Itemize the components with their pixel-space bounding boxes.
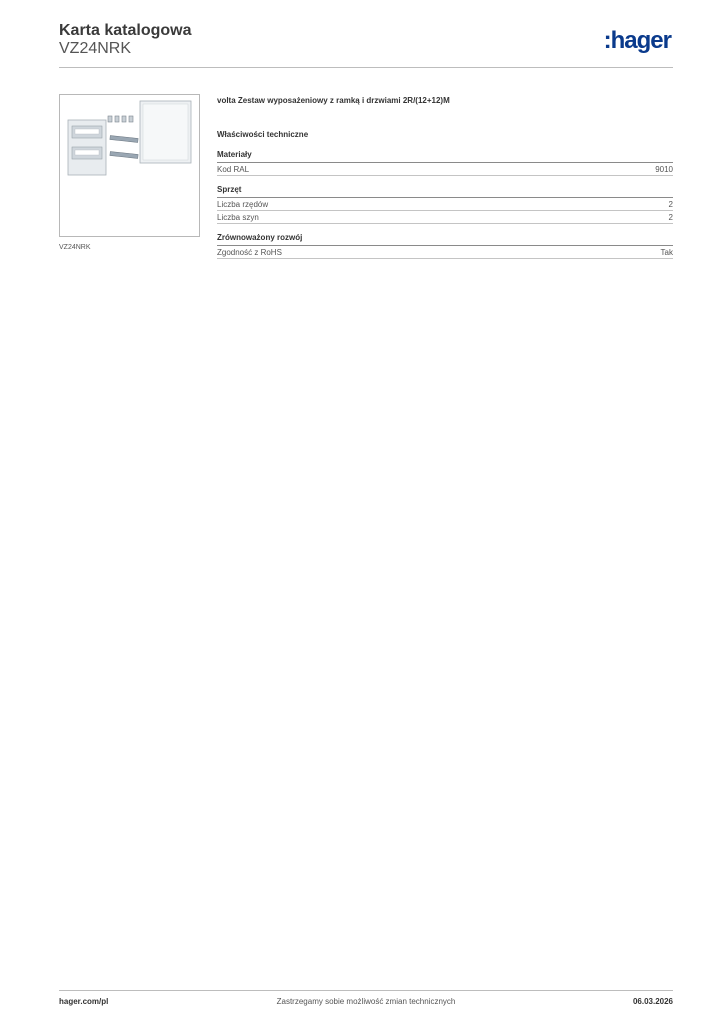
- product-image: [59, 94, 200, 237]
- spec-group-title: Zrównoważony rozwój: [217, 232, 673, 246]
- mounting-clips: [108, 116, 133, 122]
- spec-group-title: Sprzęt: [217, 184, 673, 198]
- spec-group-hardware: [217, 184, 673, 224]
- document-title: Karta katalogowa: [59, 22, 192, 39]
- header-divider: [59, 67, 673, 68]
- product-description: volta Zestaw wyposażeniowy z ramką i drzwiami 2R/(12+12)M: [217, 96, 450, 105]
- footer-note: Zastrzegamy sobie możliwość zmian technicznych: [276, 997, 456, 1006]
- footer-date: 06.03.2026: [632, 997, 673, 1006]
- spec-row: [217, 163, 673, 176]
- spec-label: Liczba rzędów: [217, 200, 269, 209]
- spec-label: Zgodność z RoHS: [217, 248, 282, 257]
- specs-title: Właściwości techniczne: [217, 130, 309, 139]
- spec-label: Liczba szyn: [217, 213, 259, 222]
- spec-group-materials: [217, 149, 673, 176]
- product-code: VZ24NRK: [59, 40, 132, 57]
- spec-row: [217, 198, 673, 211]
- spec-value: Tak: [660, 248, 673, 257]
- spec-group-title: Materiały: [217, 149, 673, 163]
- door-panel: [140, 101, 191, 163]
- frame-panel: [68, 120, 106, 175]
- hager-logo: :hager: [603, 27, 671, 54]
- spec-group-sustainability: [217, 232, 673, 259]
- spec-label: Kod RAL: [217, 165, 250, 174]
- spec-value: 9010: [655, 165, 673, 174]
- spec-value: 2: [668, 213, 673, 222]
- footer-divider: [59, 990, 673, 991]
- footer-website-link[interactable]: hager.com/pl: [59, 997, 109, 1006]
- spec-value: 2: [668, 200, 673, 209]
- page-header: [59, 20, 673, 68]
- spec-row: [217, 211, 673, 224]
- din-rails: [110, 136, 138, 159]
- image-caption: VZ24NRK: [59, 244, 91, 251]
- product-illustration: [60, 95, 199, 236]
- product-details: [217, 95, 673, 259]
- spec-row: [217, 246, 673, 259]
- page-footer: [59, 997, 673, 1009]
